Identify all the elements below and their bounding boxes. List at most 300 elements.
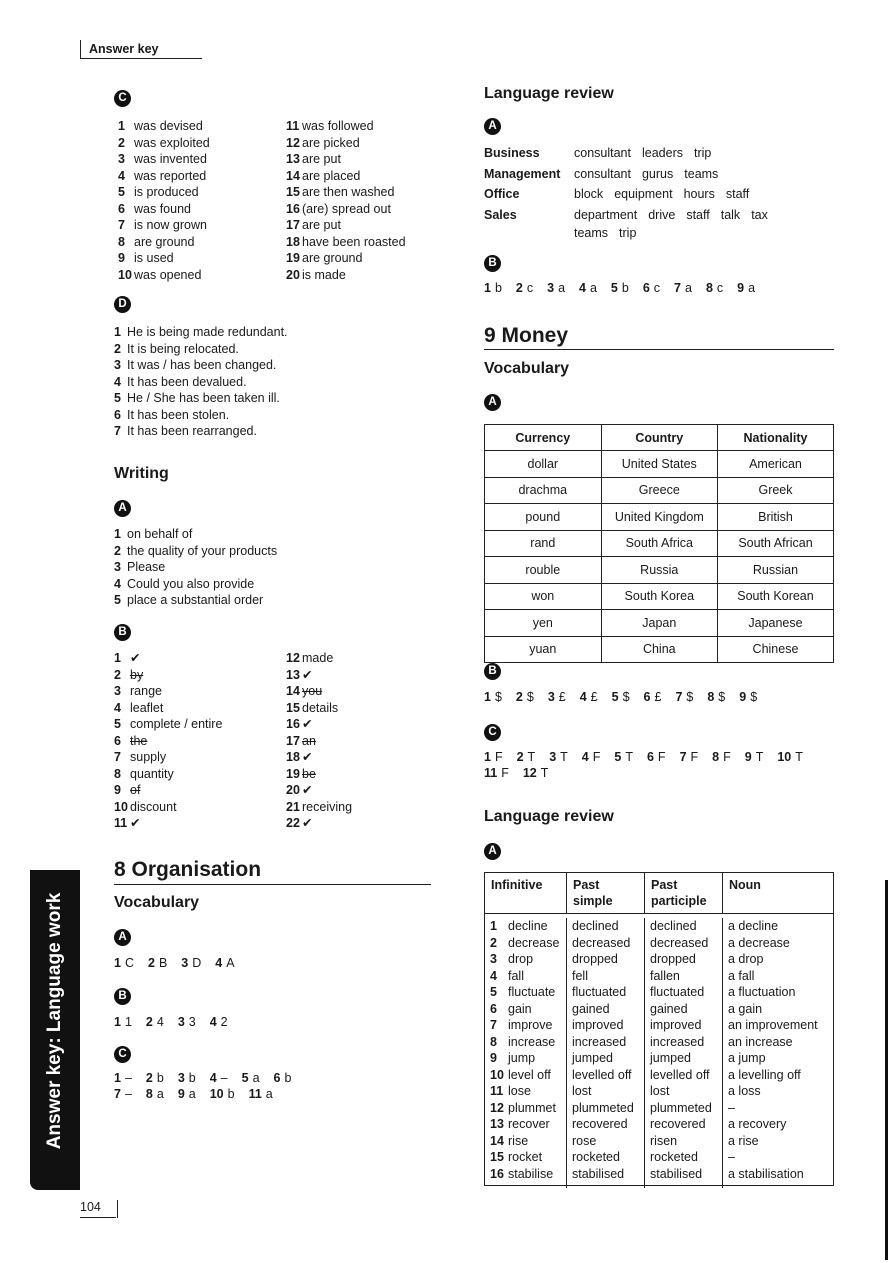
category-label: Business [484, 146, 540, 160]
answer-number: 11 [248, 1087, 262, 1101]
table-row [485, 530, 834, 557]
list-item [118, 118, 210, 135]
infinitive: stabilise [508, 1166, 554, 1181]
term: drive [648, 207, 676, 222]
item-number: 16 [490, 1166, 504, 1181]
list-item [118, 234, 210, 251]
section-c-badge: C [114, 90, 131, 107]
item-text: He / She has been taken ill. [127, 391, 280, 405]
item-number: 20 [286, 783, 300, 797]
table-cell: declined [650, 919, 697, 933]
item-text: by [130, 667, 144, 682]
item-text: are picked [302, 135, 360, 150]
item-number: 5 [114, 391, 121, 405]
answer-number: 3 [547, 690, 555, 704]
table-cell: levelled off [572, 1067, 632, 1082]
verb-column-ps [567, 918, 645, 1188]
answer-value: 2 [220, 1015, 228, 1029]
table-cell: Chinese [717, 636, 833, 663]
answer-number: 8 [707, 690, 715, 704]
answer-number: 3 [177, 1071, 185, 1085]
list-item [114, 526, 277, 543]
item-number: 13 [286, 152, 300, 166]
item-number: 8 [114, 766, 121, 781]
unit-9-b-badge: B [484, 663, 501, 680]
list-item [114, 700, 222, 717]
list-item [286, 267, 406, 284]
answer-value: – [124, 1071, 132, 1085]
item-text: It is being relocated. [127, 341, 239, 356]
table-cell [490, 1050, 561, 1067]
item-number: 1 [114, 527, 121, 541]
table-cell: – [728, 1100, 735, 1115]
table-cell: increased [650, 1034, 705, 1049]
list-item [114, 559, 277, 576]
item-number: 14 [286, 168, 300, 183]
item-number: 3 [114, 560, 121, 574]
answer-value: a [748, 281, 756, 295]
item-number: 4 [118, 168, 125, 183]
item-number: 15 [286, 185, 300, 199]
table-cell: rocketed [572, 1150, 620, 1164]
answer-number: 8 [145, 1087, 153, 1101]
list-item [114, 543, 277, 560]
list-item [286, 168, 406, 185]
column-header: Country [601, 425, 717, 451]
list-item [118, 267, 210, 284]
term: consultant [574, 146, 631, 160]
unit-9-rule [484, 349, 834, 350]
table-cell: a fluctuation [728, 985, 796, 999]
list-item [286, 733, 352, 750]
header-rule [80, 58, 202, 59]
table-cell: drachma [485, 477, 602, 504]
item-number: 1 [118, 119, 125, 133]
list-item [114, 749, 222, 766]
item-number: 9 [114, 783, 121, 797]
infinitive: recover [508, 1117, 550, 1131]
answer-value: b [621, 281, 629, 295]
item-number: 6 [490, 1001, 497, 1016]
item-number: 15 [286, 700, 300, 715]
table-cell: declined [572, 919, 619, 933]
item-text: on behalf of [127, 527, 193, 541]
list-item [118, 135, 210, 152]
item-number: 18 [286, 234, 300, 249]
table-cell: stabilised [572, 1166, 625, 1181]
writing-a-badge: A [114, 500, 131, 517]
unit-8-vocabulary-heading: Vocabulary [114, 894, 200, 911]
unit-9-title: 9 Money [484, 324, 569, 347]
answer-value: – [220, 1071, 228, 1085]
table-cell: an improvement [728, 1018, 818, 1032]
item-number: 11 [286, 119, 300, 133]
list-item [286, 667, 352, 684]
table-cell [490, 1100, 561, 1117]
list-item [114, 815, 222, 832]
item-number: 11 [114, 816, 128, 830]
list-item [114, 766, 222, 783]
term: block [574, 187, 604, 201]
item-text: you [302, 684, 323, 698]
answer-number: 4 [579, 281, 586, 295]
answer-number: 11 [484, 766, 498, 780]
unit-8-b-badge: B [114, 988, 131, 1005]
item-text: ✔ [302, 783, 313, 797]
answer-number: 1 [114, 1071, 121, 1085]
item-text: It has been rearranged. [127, 424, 257, 438]
answer-value: $ [718, 690, 726, 704]
infinitive: fluctuate [508, 985, 556, 999]
answer-number: 4 [579, 690, 587, 704]
table-cell [490, 1166, 561, 1183]
answer-number: 6 [646, 750, 654, 764]
table-cell: a stabilisation [728, 1166, 804, 1181]
column-header: Noun [729, 878, 761, 892]
term: leaders [641, 146, 683, 160]
answer-value: A [226, 956, 235, 970]
item-text: are then washed [302, 185, 395, 199]
infinitive: decline [508, 919, 548, 933]
table-cell [490, 918, 561, 935]
writing-heading: Writing [114, 465, 169, 482]
table-cell: a rise [728, 1133, 759, 1148]
term: talk [720, 207, 741, 222]
answer-number: 10 [777, 750, 792, 764]
table-cell: fallen [650, 968, 680, 983]
column-header: Infinitive [485, 873, 567, 913]
item-number: 21 [286, 799, 300, 814]
item-text: was followed [302, 119, 374, 133]
item-number: 7 [118, 218, 125, 232]
answer-value: D [192, 956, 202, 970]
table-cell: South African [717, 530, 833, 557]
list-item [118, 168, 210, 185]
answer-value: £ [654, 690, 662, 704]
answer-value: £ [558, 690, 566, 704]
infinitive: rise [508, 1133, 529, 1148]
table-cell: recovered [572, 1117, 628, 1131]
verb-column-pp [645, 918, 723, 1188]
answer-number: 4 [215, 956, 223, 970]
item-number: 2 [118, 135, 125, 150]
unit-8-a-badge: A [114, 929, 131, 946]
infinitive: level off [508, 1067, 551, 1082]
answer-value: b [156, 1071, 164, 1085]
table-cell: rand [485, 530, 602, 557]
term: staff [725, 187, 750, 201]
table-cell: fell [572, 968, 588, 983]
item-text: ✔ [302, 717, 313, 731]
unit-8-title: 8 Organisation [114, 858, 262, 881]
list-item [286, 782, 352, 799]
table-cell: a decline [728, 919, 779, 933]
term: trip [619, 226, 637, 240]
list-item [118, 151, 210, 168]
term: staff [686, 207, 710, 222]
table-cell: a decrease [728, 935, 790, 950]
table-cell: China [601, 636, 717, 663]
lr1-b-answers [484, 281, 769, 295]
item-text: are ground [302, 251, 363, 265]
list-item [114, 667, 222, 684]
unit-8-c-badge: C [114, 1046, 131, 1063]
answer-value: F [501, 766, 509, 780]
table-cell: Russian [717, 557, 833, 584]
table-cell: yuan [485, 636, 602, 663]
answer-number: 1 [484, 750, 491, 764]
item-number: 11 [490, 1084, 504, 1098]
item-number: 6 [114, 733, 121, 748]
answer-value: $ [750, 690, 758, 704]
list-item [286, 135, 406, 152]
list-item [114, 423, 288, 440]
item-number: 22 [286, 816, 300, 830]
item-text: ✔ [302, 667, 313, 682]
page-number [80, 1200, 116, 1218]
category-label: Sales [484, 207, 517, 222]
item-text: are put [302, 218, 341, 232]
table-cell: lost [650, 1084, 670, 1098]
unit-9-vocabulary-heading: Vocabulary [484, 360, 570, 377]
table-cell: decreased [572, 935, 631, 950]
item-text: of [130, 783, 141, 797]
answer-value: F [690, 750, 699, 764]
item-text: be [302, 766, 316, 781]
list-item [114, 324, 288, 341]
answer-number: 3 [181, 956, 189, 970]
term: teams [574, 226, 609, 240]
page-header: Answer key [80, 40, 158, 58]
item-text: is now grown [134, 218, 207, 232]
answer-number: 7 [675, 690, 683, 704]
answer-number: 7 [114, 1087, 121, 1101]
list-item [114, 716, 222, 733]
table-cell [490, 984, 561, 1001]
item-number: 17 [286, 218, 300, 232]
list-item [114, 576, 277, 593]
answer-value: T [625, 750, 633, 764]
answer-number: 1 [114, 956, 121, 970]
answer-number: 2 [145, 1071, 153, 1085]
item-text: quantity [130, 766, 174, 781]
list-item [286, 217, 406, 234]
table-cell: Greece [601, 477, 717, 504]
term: trip [693, 146, 712, 160]
answer-number: 2 [515, 690, 523, 704]
answer-number: 12 [522, 766, 537, 780]
item-number: 10 [118, 267, 132, 282]
list-item [114, 592, 277, 609]
answer-number: 8 [705, 281, 713, 295]
infinitive: increase [508, 1034, 556, 1049]
writing-b-list-2 [286, 650, 352, 832]
answer-number: 1 [114, 1015, 121, 1029]
table-row [485, 557, 834, 584]
lr2-a-badge: A [484, 843, 501, 860]
table-cell: Greek [717, 477, 833, 504]
answer-number: 5 [241, 1071, 249, 1085]
table-cell: United Kingdom [601, 504, 717, 531]
list-item [114, 390, 288, 407]
list-item [286, 815, 352, 832]
item-number: 2 [490, 935, 497, 950]
item-number: 20 [286, 267, 300, 282]
table-header-row [485, 425, 834, 451]
item-text: the [130, 733, 148, 748]
item-text: leaflet [130, 700, 164, 715]
answer-value: a [188, 1087, 196, 1101]
category-row [484, 184, 779, 205]
unit-8-b-answers [114, 1015, 242, 1029]
table-cell [490, 1133, 561, 1150]
answer-number: 2 [515, 281, 523, 295]
category-terms [574, 143, 722, 164]
table-cell: dropped [650, 952, 696, 966]
column-header: Currency [485, 425, 602, 451]
item-number: 3 [490, 952, 497, 966]
item-text: Please [127, 560, 166, 574]
table-cell: gained [650, 1001, 688, 1016]
section-d-badge: D [114, 296, 131, 313]
item-text: are placed [302, 168, 361, 183]
item-number: 5 [490, 985, 497, 999]
answer-value: – [124, 1087, 132, 1101]
item-number: 5 [114, 717, 121, 731]
table-cell: dollar [485, 451, 602, 478]
item-number: 7 [490, 1018, 497, 1032]
item-number: 16 [286, 717, 300, 731]
table-cell: increased [572, 1034, 627, 1049]
item-number: 17 [286, 733, 300, 748]
column-header: Past participle [645, 873, 723, 913]
table-cell: a gain [728, 1001, 763, 1016]
table-cell: improved [650, 1018, 702, 1032]
answer-value: F [494, 750, 503, 764]
item-text: It was / has been changed. [127, 358, 277, 372]
item-number: 18 [286, 750, 300, 764]
table-cell: a recovery [728, 1117, 787, 1131]
list-item [286, 151, 406, 168]
category-label: Office [484, 187, 520, 201]
item-text: is used [134, 251, 174, 265]
table-cell: British [717, 504, 833, 531]
unit-9-c-badge: C [484, 724, 501, 741]
answer-value: $ [622, 690, 630, 704]
table-cell: United States [601, 451, 717, 478]
item-number: 10 [490, 1067, 504, 1082]
table-cell: Japan [601, 610, 717, 637]
answer-number: 9 [744, 750, 752, 764]
item-number: 6 [114, 407, 121, 422]
verb-table-header [485, 873, 833, 914]
answer-value: a [252, 1071, 260, 1085]
category-row [484, 164, 779, 185]
item-text: It has been stolen. [127, 407, 230, 422]
lr1-a-categories [484, 143, 779, 241]
list-item [118, 201, 210, 218]
sidebar-tab [30, 870, 80, 1190]
item-number: 2 [114, 543, 121, 558]
infinitive: lose [508, 1084, 531, 1098]
table-cell: improved [572, 1018, 624, 1032]
item-text: was opened [134, 267, 202, 282]
answer-value: T [795, 750, 803, 764]
table-cell: Russia [601, 557, 717, 584]
answer-value: £ [590, 690, 598, 704]
answer-number: 4 [209, 1071, 217, 1085]
sidebar-label: Answer key: Language work [44, 892, 65, 1150]
unit-8-rule [114, 884, 431, 885]
answer-value: F [657, 750, 666, 764]
answer-value: b [188, 1071, 196, 1085]
writing-a-list [114, 526, 277, 609]
list-item [286, 201, 406, 218]
item-text: receiving [302, 799, 353, 814]
item-text: ✔ [130, 816, 141, 830]
lr1-b-badge: B [484, 255, 501, 272]
answer-number: 7 [674, 281, 681, 295]
table-cell: risen [650, 1133, 678, 1148]
list-item [286, 749, 352, 766]
infinitive: rocket [508, 1150, 543, 1164]
answer-value: 1 [124, 1015, 132, 1029]
writing-b-list-1 [114, 650, 222, 832]
writing-b-badge: B [114, 624, 131, 641]
table-row [485, 504, 834, 531]
infinitive: jump [508, 1051, 536, 1065]
table-cell: – [728, 1150, 735, 1164]
currency-table [484, 424, 834, 663]
language-review-heading-2: Language review [484, 808, 614, 825]
item-text: are put [302, 152, 341, 166]
item-number: 8 [118, 234, 125, 249]
list-item [114, 799, 222, 816]
item-text: was found [134, 201, 191, 216]
table-cell: rouble [485, 557, 602, 584]
infinitive: drop [508, 952, 534, 966]
item-text: was exploited [134, 135, 210, 150]
item-text: was invented [134, 152, 207, 166]
item-number: 1 [114, 325, 121, 339]
answer-value: $ [686, 690, 694, 704]
term: teams [684, 166, 719, 181]
table-row [485, 636, 834, 663]
unit-9-c-answers-1 [484, 750, 817, 764]
item-text: is made [302, 267, 346, 282]
answer-number: 7 [679, 750, 687, 764]
unit-9-c-answers-2 [484, 766, 562, 780]
table-cell: recovered [650, 1117, 706, 1131]
table-cell: yen [485, 610, 602, 637]
list-item [114, 374, 288, 391]
page-number-text: 104 [80, 1200, 101, 1214]
answer-value: 4 [156, 1015, 164, 1029]
table-cell [490, 968, 561, 985]
table-cell [490, 1001, 561, 1018]
item-text: (are) spread out [302, 201, 391, 216]
list-item [286, 799, 352, 816]
unit-8-c-answers-1 [114, 1071, 305, 1085]
item-text: range [130, 684, 162, 698]
item-text: an [302, 733, 316, 748]
item-text: was reported [134, 168, 207, 183]
item-number: 6 [118, 201, 125, 216]
list-item [286, 184, 406, 201]
category-label: Management [484, 166, 561, 181]
item-number: 4 [114, 576, 121, 591]
answer-value: a [265, 1087, 273, 1101]
